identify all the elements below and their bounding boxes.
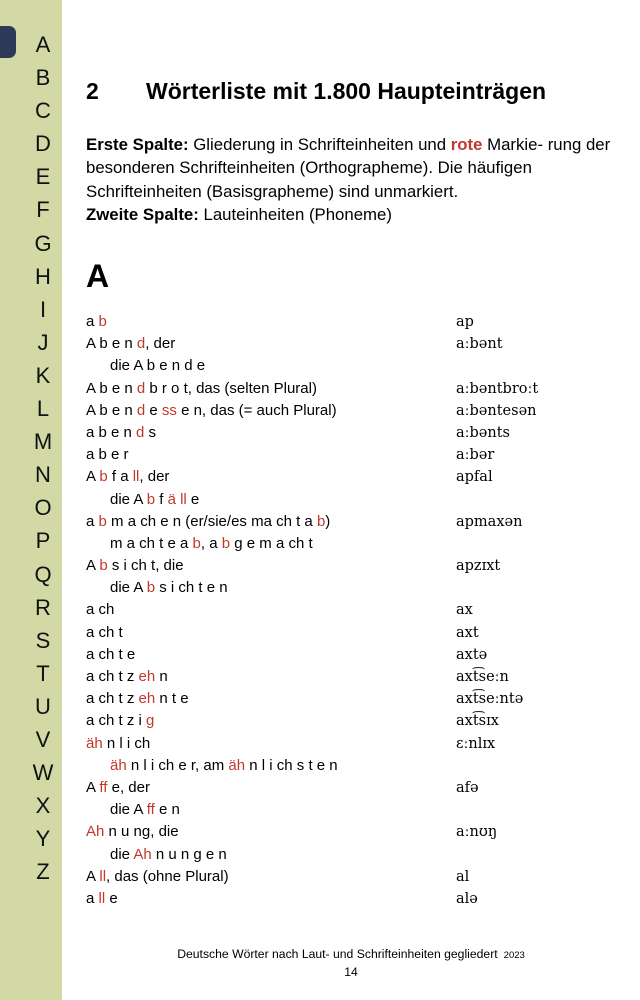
word-entry-row [86, 400, 618, 422]
word-spelling [86, 444, 129, 466]
phoneme-transcription: alə [456, 890, 478, 907]
orthographeme-mark: b [192, 534, 201, 552]
section-letter: A [86, 258, 110, 294]
grapheme-text: A [86, 468, 100, 486]
alphabet-letter-j[interactable]: J [37, 329, 49, 355]
orthographeme-mark: ll [132, 468, 140, 486]
alphabet-letter-a[interactable]: A [35, 32, 51, 57]
word-entry-row [86, 511, 618, 533]
grapheme-text: a ch t z [86, 668, 139, 685]
word-entry-row [86, 311, 618, 333]
orthographeme-mark: b [98, 512, 107, 530]
phoneme-transcription: axt͡seːn [456, 669, 509, 685]
word-form-row [86, 577, 618, 599]
grapheme-text: A b e n [86, 379, 137, 397]
grapheme-text: e [105, 889, 118, 907]
grapheme-text: ) [325, 512, 331, 530]
word-entry-row [86, 466, 618, 488]
active-letter-marker [0, 26, 16, 58]
grapheme-text: a ch t [86, 623, 123, 641]
word-form-row [86, 755, 618, 777]
word-entry-row [86, 710, 618, 732]
grapheme-text: a ch t e [86, 645, 136, 663]
phoneme-transcription: aːbənts [456, 424, 510, 441]
second-column-label: Zweite Spalte: [86, 205, 199, 225]
grapheme-text: die A [110, 490, 147, 508]
phoneme-transcription: ax [456, 602, 473, 619]
alphabet-letter-w[interactable]: W [32, 760, 54, 786]
grapheme-text: m a ch t e a [110, 534, 193, 552]
word-spelling [110, 799, 180, 821]
grapheme-text: e, der [107, 778, 150, 796]
grapheme-text: n l i ch e r, am [126, 756, 229, 774]
heading-title: Wörterliste mit 1.800 Haupteinträgen [146, 78, 547, 104]
grapheme-text: g e m a ch t [230, 534, 313, 552]
alphabet-letter-b[interactable]: B [35, 65, 51, 91]
word-spelling [86, 555, 184, 577]
orthographeme-mark: b [146, 579, 156, 597]
orthographeme-mark: ff [146, 801, 155, 819]
grapheme-text: die A [110, 801, 147, 819]
word-spelling [86, 866, 229, 888]
word-form-row [86, 844, 618, 866]
grapheme-text: A [86, 557, 100, 575]
alphabet-letter-f[interactable]: F [36, 197, 50, 223]
word-spelling [86, 333, 175, 355]
intro-text [86, 133, 618, 227]
alphabet-sidebar [0, 0, 62, 1000]
phoneme-transcription: apmaxən [456, 513, 523, 530]
word-entry-row [86, 444, 618, 466]
word-spelling [86, 422, 156, 444]
word-spelling [110, 489, 199, 511]
word-entry-row [86, 733, 618, 755]
red-keyword: rote [450, 135, 483, 154]
alphabet-letter-x[interactable]: X [35, 793, 51, 819]
word-spelling [86, 378, 317, 400]
orthographeme-mark: b [99, 557, 108, 575]
word-spelling [86, 733, 150, 755]
orthographeme-mark: ss [161, 401, 177, 419]
grapheme-text: die A [110, 579, 147, 597]
grapheme-text: n l i ch [102, 734, 151, 752]
alphabet-letter-t[interactable]: T [36, 660, 50, 686]
orthographeme-mark: b [146, 490, 156, 508]
orthographeme-mark: b [98, 313, 107, 330]
word-spelling [86, 777, 150, 799]
word-spelling [110, 577, 228, 599]
alphabet-letter-u[interactable]: U [35, 693, 51, 719]
first-column-label: Erste Spalte: [86, 135, 189, 154]
word-spelling [86, 466, 169, 488]
phoneme-transcription: afə [456, 779, 479, 796]
word-entry-row [86, 821, 618, 843]
orthographeme-mark: Ah [133, 845, 152, 863]
phoneme-transcription: apzɪxt [456, 558, 501, 575]
grapheme-text: n u ng, die [104, 823, 179, 841]
orthographeme-mark: äh [110, 756, 127, 774]
grapheme-text: a b e r [86, 446, 129, 464]
alphabet-letter-y[interactable]: Y [35, 826, 51, 852]
phoneme-transcription: axt͡sɪx [456, 713, 499, 730]
word-entry-row [86, 422, 618, 444]
alphabet-letter-p[interactable]: P [35, 528, 51, 554]
grapheme-text: , der [145, 335, 176, 353]
grapheme-text: n t e [155, 690, 189, 708]
word-form-row [86, 799, 618, 821]
grapheme-text: e n [154, 801, 180, 819]
word-spelling [86, 821, 179, 843]
grapheme-text: A [86, 778, 100, 796]
heading-number: 2 [86, 78, 99, 104]
word-entry-row [86, 777, 618, 799]
word-spelling [86, 511, 330, 533]
grapheme-text: , a [200, 534, 222, 552]
grapheme-text: , das (ohne Plural) [106, 867, 229, 885]
alphabet-letter-k[interactable]: K [35, 362, 51, 388]
orthographeme-mark: äh [228, 756, 246, 774]
word-form-row [86, 533, 618, 555]
word-entry-row [86, 666, 618, 688]
grapheme-text: n l i ch s t e n [245, 756, 338, 774]
alphabet-index [26, 28, 60, 888]
phoneme-transcription: ap [456, 314, 474, 330]
page-heading [86, 78, 618, 105]
orthographeme-mark: d [136, 335, 146, 353]
alphabet-letter-e[interactable]: E [35, 164, 51, 190]
word-entry-row [86, 599, 618, 621]
alphabet-letter-d[interactable]: D [35, 131, 51, 157]
grapheme-text: , der [139, 468, 170, 486]
orthographeme-mark: eh [138, 668, 156, 685]
alphabet-letter-z[interactable]: Z [36, 859, 50, 885]
phoneme-transcription: aːnʊŋ [456, 824, 498, 841]
phoneme-transcription: axt [456, 624, 479, 641]
alphabet-letter-o[interactable]: O [34, 495, 52, 521]
word-form-row [86, 355, 618, 377]
phoneme-transcription: axt͡seːntə [456, 691, 524, 708]
word-spelling [86, 688, 189, 710]
alphabet-letter-i[interactable]: I [39, 296, 47, 322]
phoneme-transcription: aːbənt [456, 336, 503, 353]
orthographeme-mark: äh [86, 734, 103, 752]
grapheme-text: n [155, 668, 168, 685]
page-number: 14 [344, 965, 358, 979]
orthographeme-mark: eh [138, 690, 156, 708]
word-entry-row [86, 688, 618, 710]
word-list [86, 311, 618, 910]
word-spelling [110, 355, 205, 377]
grapheme-text: s i ch t e n [155, 579, 228, 597]
word-spelling [86, 644, 135, 666]
word-spelling [86, 311, 107, 333]
grapheme-text: e n, das (= auch Plural) [176, 401, 337, 419]
orthographeme-mark: b [99, 468, 108, 486]
orthographeme-mark: b [221, 534, 231, 552]
orthographeme-mark: ff [99, 778, 108, 796]
grapheme-text: A b e n [86, 401, 137, 419]
grapheme-text: a b e n [86, 423, 137, 441]
orthographeme-mark: ä [167, 490, 176, 508]
word-spelling [110, 755, 338, 777]
alphabet-letter-r[interactable]: R [35, 594, 51, 620]
phoneme-transcription: aːbəntbroːt [456, 380, 539, 397]
grapheme-text: n u n g e n [151, 845, 227, 863]
word-entry-row [86, 555, 618, 577]
alphabet-letter-m[interactable]: M [33, 429, 53, 455]
word-spelling [86, 599, 114, 621]
orthographeme-mark: d [136, 423, 145, 441]
grapheme-text: a ch t z [86, 690, 139, 708]
first-column-text-1: Gliederung in Schrifteinheiten und [188, 135, 451, 154]
alphabet-letter-c[interactable]: C [35, 98, 51, 124]
word-entry-row [86, 333, 618, 355]
grapheme-text: b r o t, das (selten Plural) [145, 379, 317, 397]
phoneme-transcription: al [456, 868, 470, 885]
grapheme-text: a [86, 512, 99, 530]
word-spelling [86, 400, 337, 422]
orthographeme-mark: d [136, 401, 146, 419]
alphabet-letter-s[interactable]: S [35, 627, 51, 653]
grapheme-text: die A b e n d e [110, 357, 206, 375]
grapheme-text: f [155, 490, 168, 508]
word-spelling [110, 533, 313, 555]
grapheme-text: a ch t z i [86, 712, 147, 730]
word-spelling [110, 844, 227, 866]
grapheme-text: m a ch e n (er/sie/es ma ch t a [106, 512, 317, 530]
grapheme-text: s i ch t, die [107, 557, 184, 575]
grapheme-text: A b e n [86, 335, 137, 353]
phoneme-transcription: apfal [456, 469, 493, 486]
word-entry-row [86, 644, 618, 666]
grapheme-text: A [86, 867, 100, 885]
orthographeme-mark: g [146, 712, 155, 730]
alphabet-letter-h[interactable]: H [35, 263, 51, 289]
second-column-text: Lauteinheiten (Phoneme) [198, 205, 392, 225]
alphabet-letter-l[interactable]: L [36, 396, 50, 422]
first-column-text-2: Markie- rung der besonderen Schrifteinheiten (Orthographeme). Die häufigen Schrifteinheiten (Basisgrapheme) sind unmarkiert. [86, 135, 611, 201]
alphabet-letter-q[interactable]: Q [34, 561, 52, 587]
phoneme-transcription: aːbər [456, 447, 495, 464]
grapheme-text: f a [107, 468, 133, 486]
word-entry-row [86, 622, 618, 644]
phoneme-transcription: axtə [456, 646, 488, 663]
orthographeme-mark: ll [180, 490, 187, 508]
orthographeme-mark: ll [98, 889, 106, 907]
grapheme-text: a [86, 313, 99, 330]
footer-year: 2023 [503, 950, 525, 961]
word-entry-row [86, 866, 618, 888]
alphabet-letter-g[interactable]: G [34, 230, 52, 256]
grapheme-text: e [145, 401, 162, 419]
orthographeme-mark: ll [99, 867, 107, 885]
word-entry-row [86, 378, 618, 400]
orthographeme-mark: Ah [86, 823, 105, 841]
word-spelling [86, 710, 154, 732]
alphabet-letter-n[interactable]: N [35, 462, 51, 488]
word-entry-row [86, 888, 618, 910]
grapheme-text: die [110, 845, 134, 863]
word-spelling [86, 666, 168, 688]
grapheme-text: a [86, 889, 99, 907]
word-spelling [86, 888, 118, 910]
orthographeme-mark: d [136, 379, 146, 397]
alphabet-letter-v[interactable]: V [35, 726, 51, 752]
phoneme-transcription: ɛːnlɪx [456, 735, 496, 752]
phoneme-transcription: aːbəntesən [456, 402, 537, 419]
grapheme-text: a ch [86, 601, 115, 619]
grapheme-text: s [144, 423, 157, 441]
footer-title: Deutsche Wörter nach Laut- und Schrifteinheiten gegliedert [177, 947, 498, 961]
orthographeme-mark: b [316, 512, 326, 530]
word-spelling [86, 622, 123, 644]
word-form-row [86, 489, 618, 511]
page-footer [62, 946, 640, 980]
grapheme-text: e [186, 490, 200, 508]
